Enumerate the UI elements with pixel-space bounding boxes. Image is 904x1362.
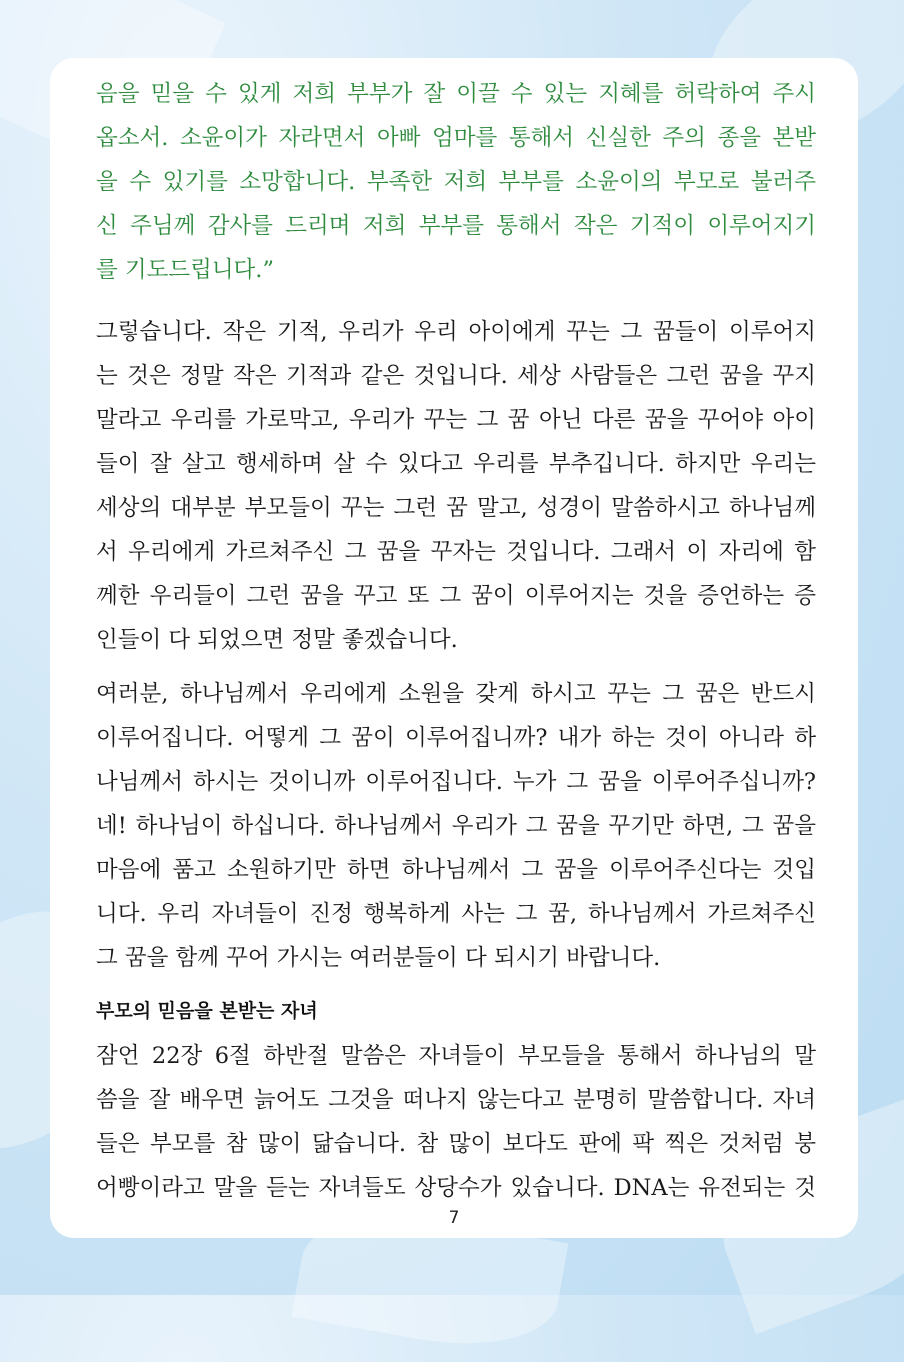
paragraph-line: 마음에 품고 소원하기만 하면 하나님께서 그 꿈을 이루어주신다는 것입 <box>96 857 816 883</box>
paragraph-line: 네! 하나님이 하십니다. 하나님께서 우리가 그 꿈을 꾸기만 하면, 그 꿈을 <box>96 813 816 839</box>
paragraph-line: 나님께서 하시는 것이니까 이루어집니다. 누가 그 꿈을 이루어주십니까? <box>96 769 816 795</box>
body-paragraph-1 <box>96 310 816 662</box>
paragraph-line: 들이 잘 살고 행세하며 살 수 있다고 우리를 부추깁니다. 하지만 우리는 <box>96 451 816 477</box>
quote-line: 음을 믿을 수 있게 저희 부부가 잘 이끌 수 있는 지혜를 허락하여 주시 <box>96 81 816 107</box>
paragraph-line: 세상의 대부분 부모들이 꾸는 그런 꿈 말고, 성경이 말씀하시고 하나님께 <box>96 495 816 521</box>
body-paragraph-2 <box>96 672 816 980</box>
paragraph-line: 씀을 잘 배우면 늙어도 그것을 떠나지 않는다고 분명히 말씀합니다. 자녀 <box>96 1087 816 1113</box>
section-heading: 부모의 믿음을 본받는 자녀 <box>96 1000 318 1022</box>
paragraph-line: 인들이 다 되었으면 정말 좋겠습니다. <box>96 627 458 653</box>
paragraph-line: 께한 우리들이 그런 꿈을 꾸고 또 그 꿈이 이루어지는 것을 증언하는 증 <box>96 583 816 609</box>
paragraph-line: 이루어집니다. 어떻게 그 꿈이 이루어집니까? 내가 하는 것이 아니라 하 <box>96 725 816 751</box>
quote-line: 옵소서. 소윤이가 자라면서 아빠 엄마를 통해서 신실한 주의 종을 본받 <box>96 125 816 151</box>
page-card <box>50 58 858 1238</box>
page-number: 7 <box>448 1208 460 1228</box>
paragraph-line: 그렇습니다. 작은 기적, 우리가 우리 아이에게 꾸는 그 꿈들이 이루어지 <box>96 319 816 345</box>
quote-line: 신 주님께 감사를 드리며 저희 부부를 통해서 작은 기적이 이루어지기 <box>96 213 816 239</box>
paragraph-line: 어빵이라고 말을 듣는 자녀들도 상당수가 있습니다. DNA는 유전되는 것 <box>96 1175 816 1201</box>
paragraph-line: 여러분, 하나님께서 우리에게 소원을 갖게 하시고 꾸는 그 꿈은 반드시 <box>96 681 816 707</box>
paragraph-line: 서 우리에게 가르쳐주신 그 꿈을 꾸자는 것입니다. 그래서 이 자리에 함 <box>96 539 816 565</box>
quote-line: 을 수 있기를 소망합니다. 부족한 저희 부부를 소윤이의 부모로 불러주 <box>96 169 816 195</box>
prayer-quote <box>96 72 816 292</box>
paragraph-line: 니다. 우리 자녀들이 진정 행복하게 사는 그 꿈, 하나님께서 가르쳐주신 <box>96 901 816 927</box>
paragraph-line: 그 꿈을 함께 꾸어 가시는 여러분들이 다 되시기 바랍니다. <box>96 945 661 971</box>
paragraph-line: 는 것은 정말 작은 기적과 같은 것입니다. 세상 사람들은 그런 꿈을 꾸지 <box>96 363 816 389</box>
quote-line: 를 기도드립니다.” <box>96 257 274 283</box>
paragraph-line: 들은 부모를 참 많이 닮습니다. 참 많이 보다도 판에 팍 찍은 것처럼 붕 <box>96 1131 816 1157</box>
body-paragraph-3 <box>96 1034 816 1210</box>
paragraph-line: 잠언 22장 6절 하반절 말씀은 자녀들이 부모들을 통해서 하나님의 말 <box>96 1043 816 1069</box>
paragraph-line: 말라고 우리를 가로막고, 우리가 꾸는 그 꿈 아닌 다른 꿈을 꾸어야 아이 <box>96 407 816 433</box>
